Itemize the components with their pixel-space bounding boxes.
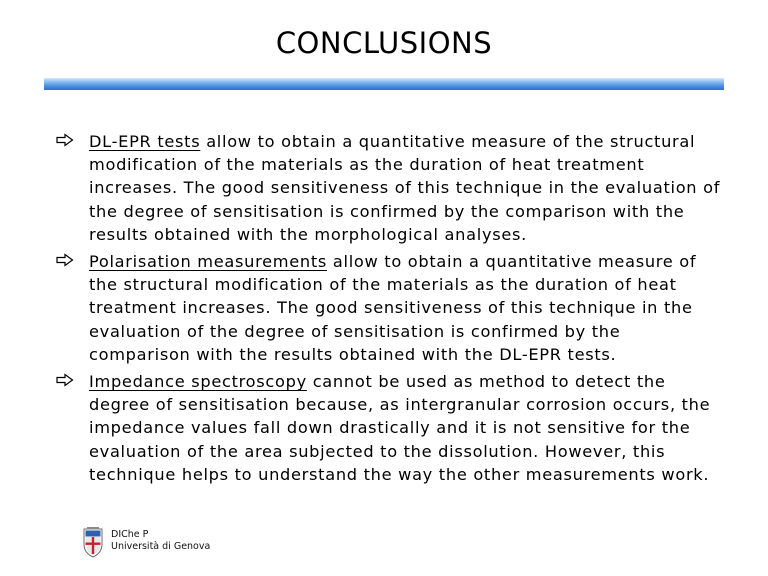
bullet-item	[56, 130, 726, 246]
bullet-keyword: Impedance spectroscopy	[89, 372, 307, 392]
bullet-keyword: DL-EPR tests	[89, 132, 201, 151]
bullet-keyword: Polarisation measurements	[89, 252, 328, 272]
bullet-text: cannot be used as method to detect the degree of sensitisation because, as intergranular corrosion occurs, the impedance values fall down drastically and it is not sensitive for the evaluation of the area subjected to the dissolution. However, this technique helps to understand the way the other measurements work.	[89, 372, 711, 484]
hollow-right-arrow-icon	[56, 133, 74, 147]
footer-text	[111, 529, 210, 553]
hollow-right-arrow-icon	[56, 373, 74, 387]
hollow-right-arrow-icon	[56, 253, 74, 267]
bullet-text: allow to obtain a quantitative measure of the structural modification of the materials as the duration of heat treatment increases. The good sensitiveness of this technique in the evaluation of the degree of sensitisation is confirmed by the comparison with the results obtained with the morphological analyses.	[89, 132, 721, 244]
slide-title: CONCLUSIONS	[275, 26, 493, 60]
footer-dept: DIChe P	[111, 529, 149, 540]
bullet-list	[56, 130, 726, 490]
bullet-item	[56, 250, 726, 366]
title-underline-bar	[44, 78, 724, 90]
bullet-text: allow to obtain a quantitative measure of the structural modification of the materials as the duration of heat treatment increases. The good sensitiveness of this technique in the evaluation of the degree of sensitisation is confirmed by the comparison with the results obtained with the DL-EPR tests.	[89, 252, 697, 364]
footer-university: Università di Genova	[111, 541, 211, 552]
university-crest-icon	[82, 526, 104, 558]
bullet-item	[56, 370, 726, 486]
footer	[82, 526, 210, 558]
